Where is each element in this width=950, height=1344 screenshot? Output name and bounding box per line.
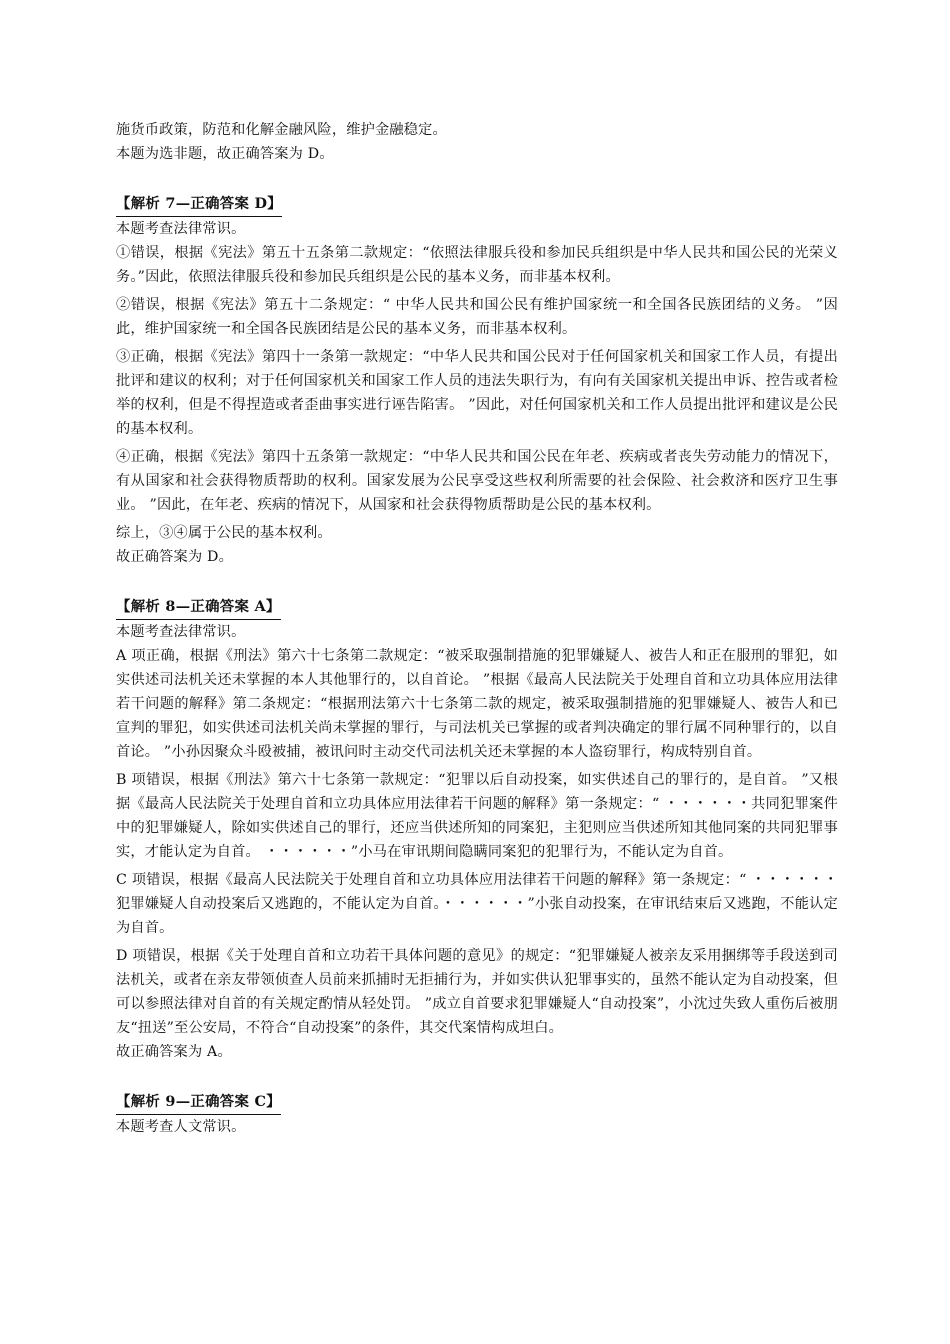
section-8-option-a: A 项正确，根据《刑法》第六十七条第二款规定：“被采取强制措施的犯罪嫌疑人、被告人和正在服刑的罪犯，如实供述司法机关还未掌握的本人其他罪行的，以自首论。 ”根据《最高人民法院关于处理自首和立功具体应用法律若干问题的解释》第二条规定：“根据刑法第六十七条第二款的规定，被采取强制措施的犯罪嫌疑人、被告人和已宣判的罪犯，如实供述司法机关尚未掌握的罪行，与司法机关已掌握的或者判决确定的罪行属不同种罪行的，以自首论。 ”小孙因聚众斗殴被捕，被讯问时主动交代司法机关还未掌握的本人盗窃罪行，构成特别自首。: [116, 648, 838, 760]
section-8-option-c: C 项错误，根据《最高人民法院关于处理自首和立功具体应用法律若干问题的解释》第一条规定：“ ・・・・・・犯罪嫌疑人自动投案后又逃跑的，不能认定为自首。・・・・・・”小张自动投案，在审讯结束后又逃跑，不能认定为自首。: [116, 872, 838, 936]
spacer: [116, 1064, 838, 1089]
section-8-heading-row: [116, 594, 838, 620]
section-7-point-4: ④正确，根据《宪法》第四十五条第一款规定：“中华人民共和国公民在年老、疾病或者丧失劳动能力的情况下，有从国家和社会获得物质帮助的权利。国家发展为公民享受这些权利所需要的社会保险、社会救济和医疗卫生事业。 ”因此，在年老、疾病的情况下，从国家和社会获得物质帮助是公民的基本权利。: [116, 449, 838, 513]
section-8-option-d: D 项错误，根据《关于处理自首和立功若干具体问题的意见》的规定：“犯罪嫌疑人被亲友采用捆绑等手段送到司法机关，或者在亲友带领侦查人员前来抓捕时无拒捕行为，并如实供认犯罪事实的，虽然不能认定为自动投案，但可以参照法律对自首的有关规定酌情从轻处罚。 ”成立自首要求犯罪嫌疑人“自动投案”，小沈过失致人重伤后被朋友“扭送”至公安局，不符合“自动投案”的条件，其交代案情构成坦白。: [116, 948, 838, 1036]
section-7-point-2: ②错误，根据《宪法》第五十二条规定：“ 中华人民共和国公民有维护国家统一和全国各民族团结的义务。 ”因此，维护国家统一和全国各民族团结是公民的基本义务，而非基本权利。: [116, 297, 838, 337]
spacer: [116, 166, 838, 191]
section-7-heading: 【解析 7—正确答案 D】: [116, 192, 282, 217]
section-7-summary: 综上，③④属于公民的基本权利。: [116, 525, 332, 541]
section-7-heading-row: [116, 191, 838, 217]
intro-line-1: 施货币政策，防范和化解金融风险，维护金融稳定。: [116, 122, 447, 138]
section-7-point-3: ③正确，根据《宪法》第四十一条第一款规定：“中华人民共和国公民对于任何国家机关和国家工作人员，有提出批评和建议的权利；对于任何国家机关和国家工作人员的违法失职行为，有向有关国家机关提出申诉、控告或者检举的权利，但是不得捏造或者歪曲事实进行诬告陷害。 ”因此，对任何国家机关和工作人员提出批评和建议是公民的基本权利。: [116, 349, 838, 437]
section-8-option-b: B 项错误，根据《刑法》第六十七条第一款规定：“犯罪以后自动投案，如实供述自己的罪行的，是自首。 ”又根据《最高人民法院关于处理自首和立功具体应用法律若干问题的解释》第一条规定：“ ・・・・・・共同犯罪案件中的犯罪嫌疑人，除如实供述自己的罪行，还应当供述所知的同案犯，主犯则应当供述所知其他同案的共同犯罪事实，才能认定为自首。 ・・・・・・”小马在审讯期间隐瞒同案犯的犯罪行为，不能认定为自首。: [116, 772, 838, 860]
section-7-answer: 故正确答案为 D。: [116, 549, 233, 565]
section-9-topic: 本题考查人文常识。: [116, 1119, 246, 1135]
section-9-heading: 【解析 9—正确答案 C】: [116, 1090, 281, 1115]
intro-line-2: 本题为选非题，故正确答案为 D。: [116, 146, 334, 162]
section-8-heading: 【解析 8—正确答案 A】: [116, 595, 281, 620]
spacer: [116, 569, 838, 594]
section-7-topic: 本题考查法律常识。: [116, 221, 246, 237]
section-7-point-1: ①错误，根据《宪法》第五十五条第二款规定：“依照法律服兵役和参加民兵组织是中华人民共和国公民的光荣义务。”因此，依照法律服兵役和参加民兵组织是公民的基本义务，而非基本权利。: [116, 245, 838, 285]
section-8-topic: 本题考查法律常识。: [116, 624, 246, 640]
document-body: [116, 118, 838, 1139]
section-9-heading-row: [116, 1089, 838, 1115]
section-8-answer: 故正确答案为 A。: [116, 1044, 232, 1060]
